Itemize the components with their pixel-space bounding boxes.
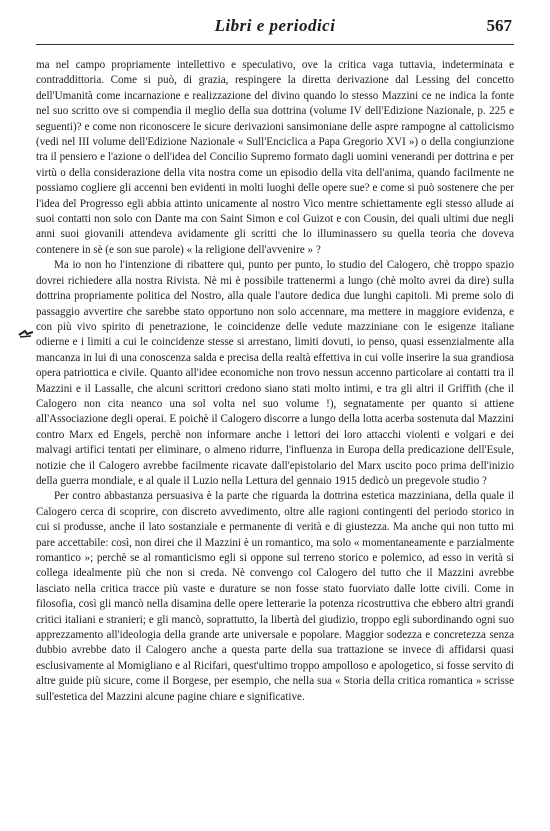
paragraph-2: Ma io non ho l'intenzione di ribattere qui, punto per punto, lo studio del Calogero, chè troppo spazio dovrei richiedere alla nostra Rivista. Nè mi è possibile trattenermi a lungo (chè molto avrei da dire) sulla dottrina propriamente politica del Nostro, alla quale l'autore dedica due lunghi capitoli. Mi preme solo di passaggio avvertire che sarebbe stato opportuno non solo accennare, ma mettere in maggiore evidenza, e con più vivo spirito di penetrazione, le coincidenze delle vedute mazziniane con le esigenze italiane odierne e i limiti a cui le coincidenze stesse si arrestano, limiti dovuti, io penso, quasi essenzialmente alla mancanza in lui di una conoscenza salda e precisa della realtà effettiva in cui volle inserire la sua grandiosa opera patriottica e civile. Quanto all'idee economiche non trovo nessun accenno particolare ai contatti tra il Mazzini e il Lassalle, che alcuni scrittori credono siano stati molto intimi, e tra gli altri il Griffith (che il Calogero non cita neanco una sol volta nel suo volume !), segnatamente per quanto si attiene all'Associazione degli operai. E poichè il Calogero discorre a lungo della lotta acerba sostenuta dal Mazzini contro Marx ed Engels, perchè non informare anche i lettori dei loro attacchi violenti e volgari e dei malvagi artifici tentati per eliminare, o almeno ridurre, l'influenza in Europa della predicazione dell'Esule, notizie che il Calogero avrebbe facilmente ricavate dall'epistolario del Marx uscito poco prima dell'inizio della guerra mondiale, e al quale il Luzio nella Lettura del gennaio 1915 dedicò un pregevole studio ? [36,259,514,487]
pencil-margin-mark-icon [18,329,34,339]
paragraph-3: Per contro abbastanza persuasiva è la parte che riguarda la dottrina estetica mazziniana, della quale il Calogero cerca di scoprire, con discreto avvedimento, oltre alle ragioni contingenti del periodo storico in cui si produsse, anche il lato sostanziale e permanente di verità e di giustezza. Ma anche qui non tutto mi pare accettabile: così, non direi che il Mazzini è un romantico, ma solo « momentaneamente e parzialmente romantico »; perchè se al romanticismo egli si oppone sul terreno storico e polemico, ad esso in verità si collega idealmente più che non si creda. Nè convengo col Calogero del tutto che il Mazzini avrebbe lasciato nella critica tracce più vaste e durature se non fosse stato fuorviato dalle lotte civili. Come in filosofia, così gli mancò nella disamina delle opere letterarie la potenza ricostruttiva che ebbero altri grandi critici italiani e stranieri; e gli mancò, soprattutto, la libertà del giudizio, troppo egli subordinando ogni suo apprezzamento all'ideologia della grande arte universale e popolare. Maggior sodezza e concretezza senza dubbio avrebbe dato il Calogero anche a questa parte della sua trattazione se invece di affidarsi quasi esclusivamente al Momigliano e al Ricifari, quest'ultimo troppo ampolloso e apologetico, si fosse servito di altre guide più sicure, come il Borgese, per esempio, che nella sua « Storia della critica romantica » scrisse sull'estetica del Mazzini alcune pagine chiare e significative. [36,490,514,703]
paragraph-1: ma nel campo propriamente intellettivo e speculativo, ove la critica vaga tuttavia, indeterminata e contraddittoria. Come si può, di grazia, respingere la diretta derivazione dal Lessing del concetto dell'Umanità come incarnazione e realizzazione del divino quando lo stesso Mazzini ce ne indica la fonte nel suo scritto ove si compendia il meglio della sua dottrina (volume IV dell'Edizione Nazionale, p. 225 e seguenti)? e come non riconoscere le sicure derivazioni sansimoniane delle aspre rampogne al cattolicismo (vedi nel III volume dell'Edizione Nazionale « Sull'Enciclica a Papa Gregorio XVI ») o della congiunzione tra il pensiero e l'azione o dell'idea del Concilio Supremo formato dagli uomini venerandi per dottrina e per virtù o della considerazione della vita nostra come un episodio della vita dell'anima, quando facilmente ne possiamo cogliere gli accenni ben evidenti in molti luoghi delle opere sue? e come si può sostenere che per l'idea del Progresso egli abbia attinto unicamente al nostro Vico mentre schiettamente egli stesso allude ai suoi contatti non solo con Dante ma con Saint Simon e col Guizot e con Cousin, dei quali ultimi due negli anni suoi giovanili attendeva avidamente gli scritti che lo illuminassero su quella teoria che doveva contenere in sè (e son sue parole) « la religione dell'avvenire » ? [36,59,514,256]
page-header [36,14,514,45]
page-number: 567 [486,16,512,35]
running-title: Libri e periodici [214,16,336,35]
article-body [36,58,514,705]
